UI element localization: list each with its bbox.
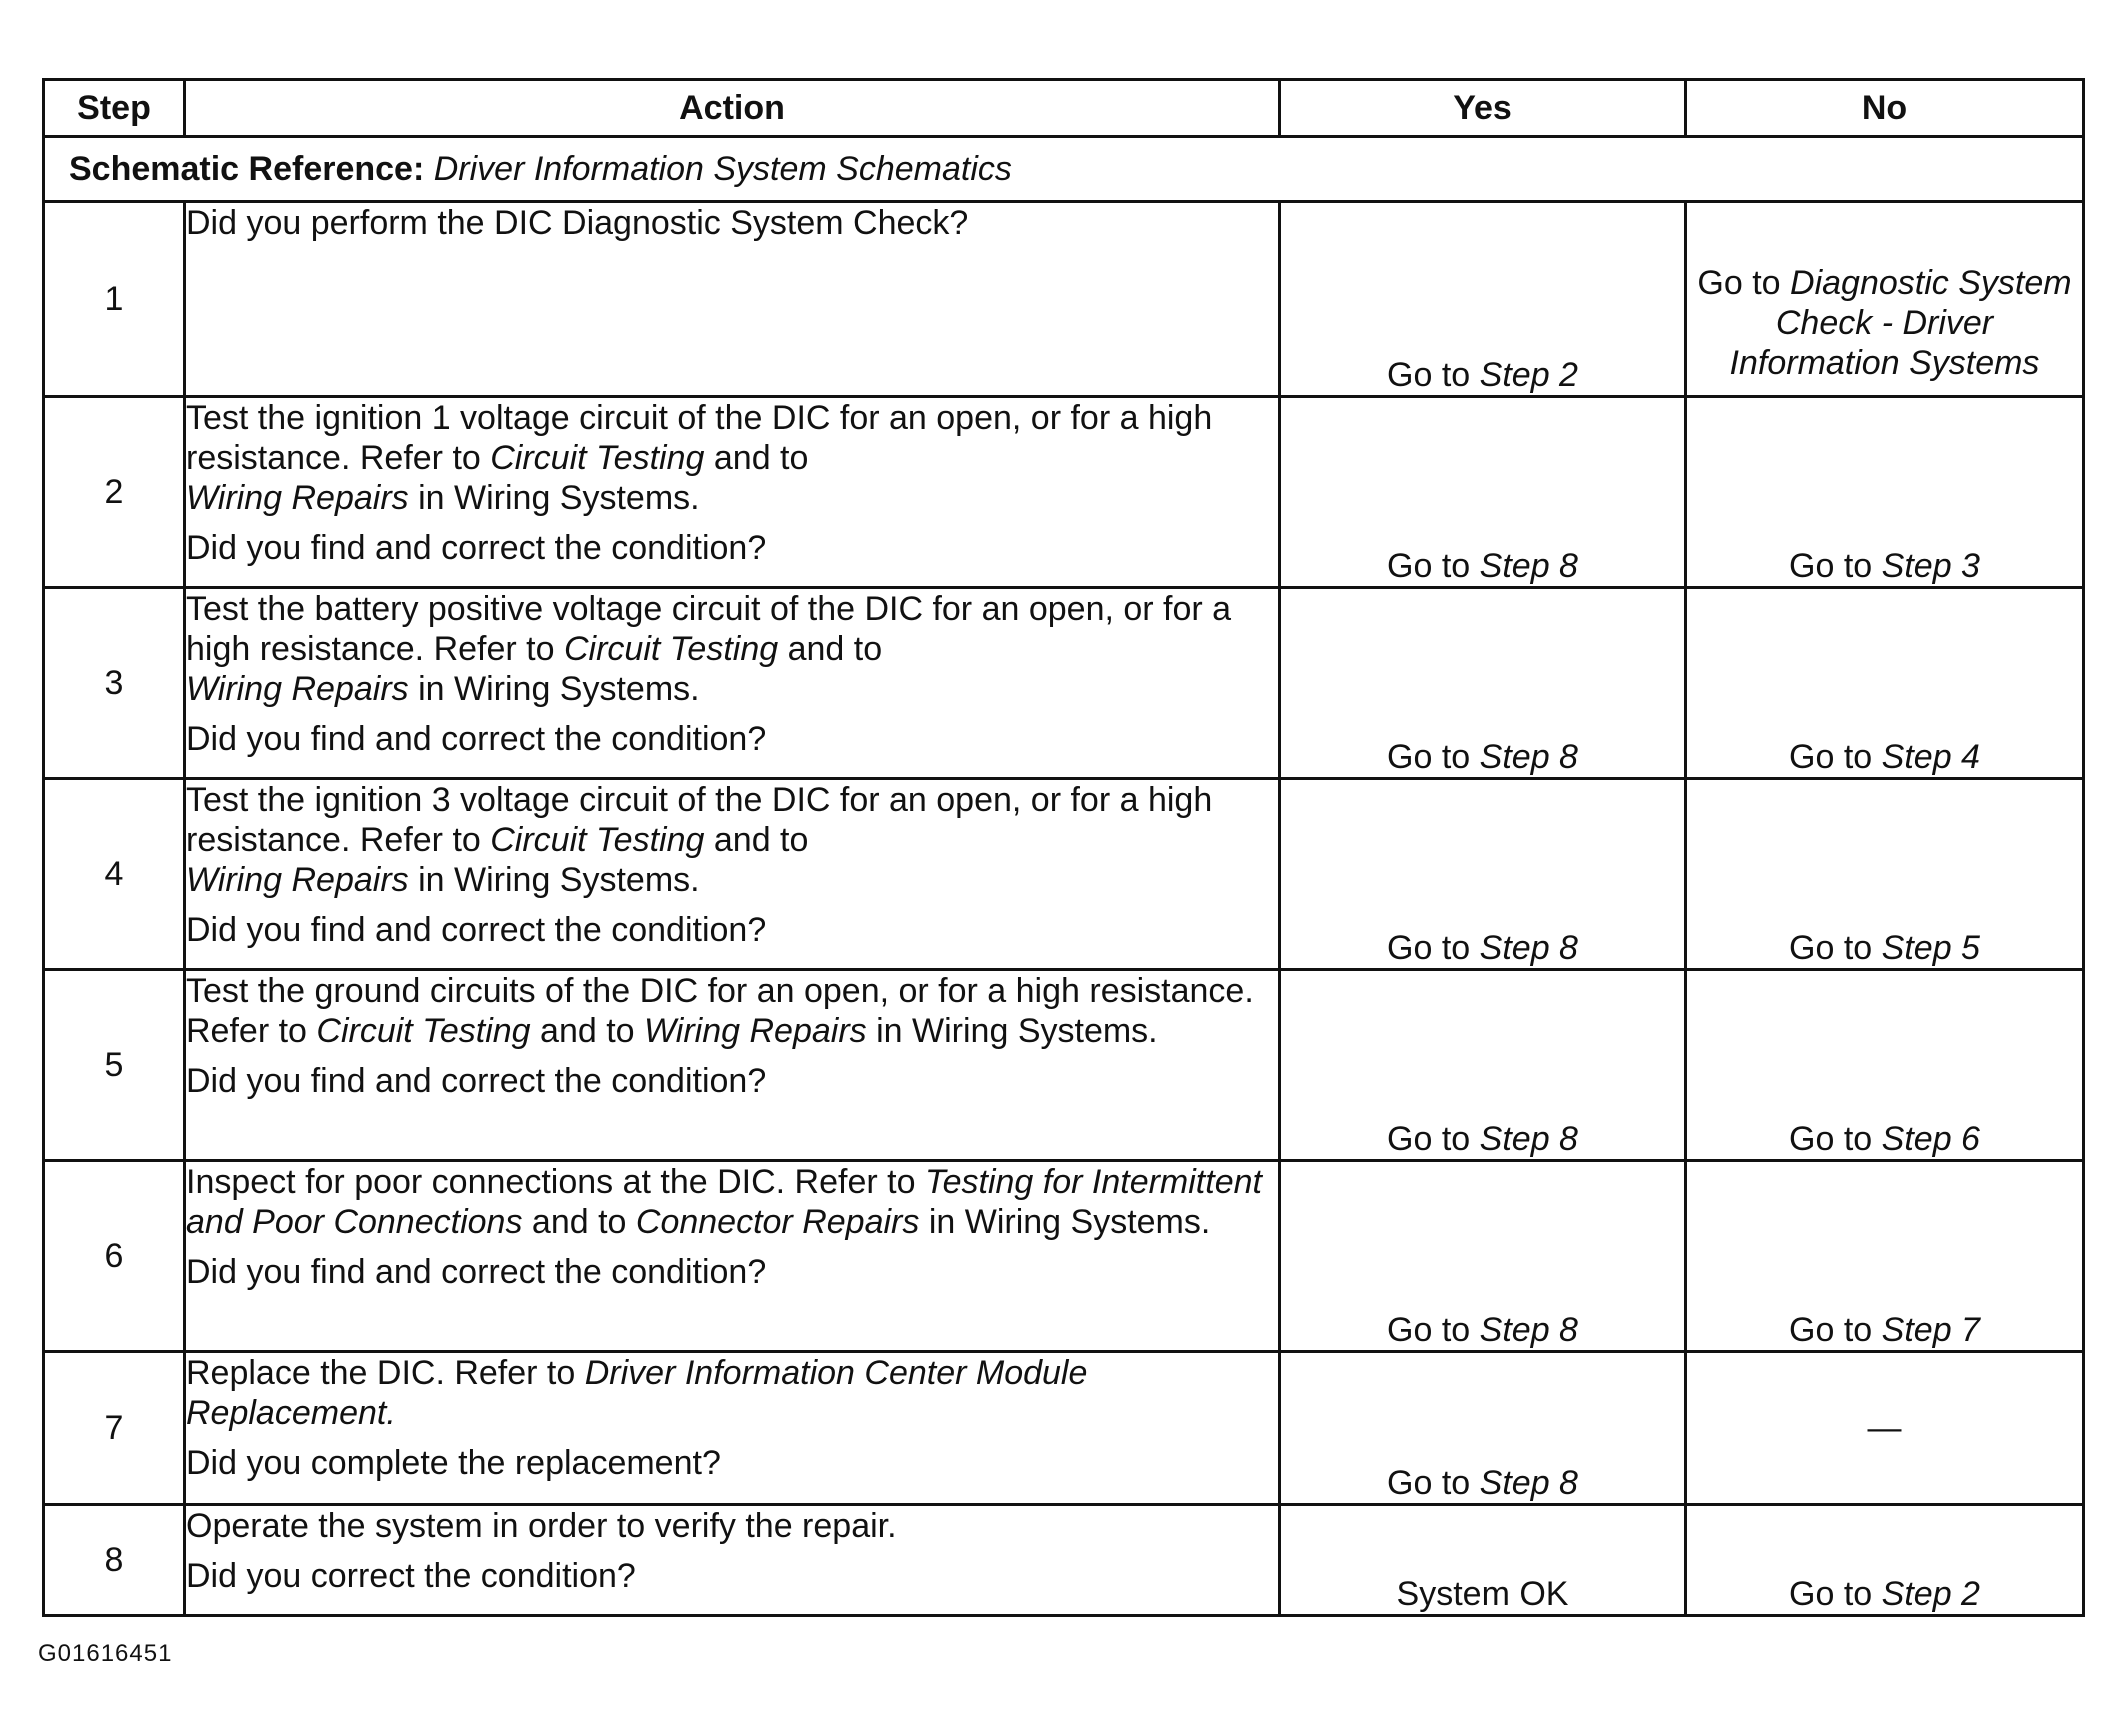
yes-cell — [1280, 397, 1686, 588]
header-action: Action — [185, 80, 1280, 137]
no-prefix: Go to — [1789, 929, 1873, 967]
step-number: 7 — [44, 1352, 185, 1505]
schematic-reference-value: Driver Information System Schematics — [433, 150, 1012, 188]
instruction-text: in Wiring Systems. — [418, 670, 700, 708]
step-number: 5 — [44, 970, 185, 1161]
instruction-text: in Wiring Systems. — [418, 861, 700, 899]
header-no: No — [1686, 80, 2084, 137]
action-instruction — [186, 971, 1278, 1051]
yes-step-link[interactable]: Step 2 — [1479, 356, 1578, 394]
action-question: Did you find and correct the condition? — [186, 529, 767, 567]
instruction-text: and to — [713, 821, 809, 859]
schematic-reference — [44, 137, 2084, 202]
instruction-text: and to — [531, 1203, 627, 1241]
no-cell — [1686, 1505, 2084, 1616]
action-instruction — [186, 1353, 1278, 1433]
yes-prefix: Go to — [1387, 1464, 1471, 1502]
intermittent-connections-link[interactable]: Testing for Intermittent and Poor Connections — [186, 1163, 1262, 1241]
wiring-repairs-link[interactable]: Wiring Repairs — [186, 479, 409, 517]
action-instruction — [186, 589, 1278, 709]
yes-cell — [1280, 1161, 1686, 1352]
no-step-link[interactable]: Step 4 — [1881, 738, 1980, 776]
no-cell — [1686, 397, 2084, 588]
table-row — [44, 588, 2084, 779]
yes-step-link[interactable]: Step 8 — [1479, 547, 1578, 585]
yes-prefix: Go to — [1387, 547, 1471, 585]
action-instruction — [186, 1162, 1278, 1242]
no-cell — [1686, 1161, 2084, 1352]
yes-prefix: Go to — [1387, 356, 1471, 394]
wiring-repairs-link[interactable]: Wiring Repairs — [644, 1012, 867, 1050]
action-cell — [185, 970, 1280, 1161]
header-row — [44, 80, 2084, 137]
action-question: Did you correct the condition? — [186, 1557, 636, 1595]
no-procedure-link[interactable]: Diagnostic System Check - Driver Information Systems — [1729, 264, 2072, 382]
step-number: 1 — [44, 202, 185, 397]
yes-prefix: Go to — [1387, 738, 1471, 776]
table-row — [44, 202, 2084, 397]
no-prefix: Go to — [1697, 264, 1781, 302]
action-cell — [185, 1505, 1280, 1616]
yes-result: System OK — [1396, 1575, 1569, 1613]
table-row — [44, 779, 2084, 970]
yes-step-link[interactable]: Step 8 — [1479, 1464, 1578, 1502]
step-number: 8 — [44, 1505, 185, 1616]
instruction-text: in Wiring Systems. — [876, 1012, 1158, 1050]
table-row — [44, 1161, 2084, 1352]
instruction-text: and to — [540, 1012, 635, 1050]
no-step-link[interactable]: Step 3 — [1881, 547, 1980, 585]
circuit-testing-link[interactable]: Circuit Testing — [490, 821, 705, 859]
action-cell — [185, 1352, 1280, 1505]
diagnostic-table — [42, 78, 2085, 1617]
no-cell — [1686, 202, 2084, 397]
yes-prefix: Go to — [1387, 1120, 1471, 1158]
circuit-testing-link[interactable]: Circuit Testing — [563, 630, 779, 668]
no-prefix: Go to — [1789, 547, 1873, 585]
header-yes: Yes — [1280, 80, 1686, 137]
instruction-text: Test the ground circuits of the DIC for an open, or for a high resistance. Refer to — [186, 972, 1254, 1050]
instruction-text: Inspect for poor connections at the DIC. Refer to — [186, 1163, 916, 1201]
no-cell — [1686, 970, 2084, 1161]
header-step: Step — [44, 80, 185, 137]
yes-cell — [1280, 1352, 1686, 1505]
no-cell — [1686, 1352, 2084, 1505]
action-question: Did you find and correct the condition? — [186, 720, 767, 758]
step-number: 6 — [44, 1161, 185, 1352]
yes-step-link[interactable]: Step 8 — [1479, 1311, 1578, 1349]
table-row — [44, 397, 2084, 588]
yes-cell — [1280, 202, 1686, 397]
instruction-text: Replace the DIC. Refer to — [186, 1354, 576, 1392]
yes-cell — [1280, 779, 1686, 970]
action-instruction — [186, 398, 1278, 518]
action-question: Did you find and correct the condition? — [186, 911, 767, 949]
instruction-text: Test the ignition 1 voltage circuit of the DIC for an open, or for a high resistance. Refer to — [186, 399, 1213, 477]
dic-replacement-link[interactable]: Driver Information Center Module Replacement. — [186, 1354, 1088, 1432]
no-step-link[interactable]: Step 5 — [1881, 929, 1980, 967]
schematic-reference-label: Schematic Reference: — [69, 150, 425, 188]
yes-step-link[interactable]: Step 8 — [1479, 738, 1578, 776]
no-step-link[interactable]: Step 6 — [1881, 1120, 1980, 1158]
action-instruction: Operate the system in order to verify the repair. — [186, 1507, 897, 1545]
action-cell — [185, 779, 1280, 970]
figure-id: G01616451 — [38, 1640, 173, 1667]
step-number: 4 — [44, 779, 185, 970]
action-cell — [185, 397, 1280, 588]
step-number: 3 — [44, 588, 185, 779]
yes-step-link[interactable]: Step 8 — [1479, 1120, 1578, 1158]
no-prefix: Go to — [1789, 1311, 1873, 1349]
instruction-text: and to — [787, 630, 883, 668]
yes-cell — [1280, 970, 1686, 1161]
no-prefix: Go to — [1789, 738, 1873, 776]
instruction-text: and to — [713, 439, 809, 477]
action-cell — [185, 202, 1280, 397]
action-question: Did you complete the replacement? — [186, 1444, 721, 1482]
step-number: 2 — [44, 397, 185, 588]
no-cell — [1686, 588, 2084, 779]
instruction-text: Test the ignition 3 voltage circuit of the DIC for an open, or for a high resistance. Refer to — [186, 781, 1213, 859]
yes-prefix: Go to — [1387, 1311, 1471, 1349]
instruction-text: in Wiring Systems. — [928, 1203, 1211, 1241]
instruction-text: Test the battery positive voltage circuit of the DIC for an open, or for a high resistance. Refer to — [186, 590, 1232, 668]
action-cell — [185, 1161, 1280, 1352]
connector-repairs-link[interactable]: Connector Repairs — [635, 1203, 920, 1241]
table-row — [44, 1352, 2084, 1505]
wiring-repairs-link[interactable]: Wiring Repairs — [186, 670, 409, 708]
table-row — [44, 970, 2084, 1161]
action-question: Did you find and correct the condition? — [186, 1062, 767, 1100]
no-cell — [1686, 779, 2084, 970]
yes-cell — [1280, 1505, 1686, 1616]
wiring-repairs-link[interactable]: Wiring Repairs — [186, 861, 409, 899]
action-cell — [185, 588, 1280, 779]
yes-cell — [1280, 588, 1686, 779]
circuit-testing-link[interactable]: Circuit Testing — [316, 1012, 531, 1050]
circuit-testing-link[interactable]: Circuit Testing — [490, 439, 705, 477]
yes-step-link[interactable]: Step 8 — [1479, 929, 1578, 967]
action-question: Did you perform the DIC Diagnostic System Check? — [186, 204, 969, 242]
no-dash: — — [1867, 1409, 1902, 1447]
action-question: Did you find and correct the condition? — [186, 1253, 767, 1291]
instruction-text: in Wiring Systems. — [418, 479, 700, 517]
no-prefix: Go to — [1789, 1120, 1873, 1158]
yes-prefix: Go to — [1387, 929, 1471, 967]
no-step-link[interactable]: Step 2 — [1881, 1575, 1980, 1613]
action-instruction — [186, 780, 1278, 900]
no-prefix: Go to — [1789, 1575, 1873, 1613]
no-step-link[interactable]: Step 7 — [1881, 1311, 1980, 1349]
table-row — [44, 1505, 2084, 1616]
schematic-reference-row — [44, 137, 2084, 202]
